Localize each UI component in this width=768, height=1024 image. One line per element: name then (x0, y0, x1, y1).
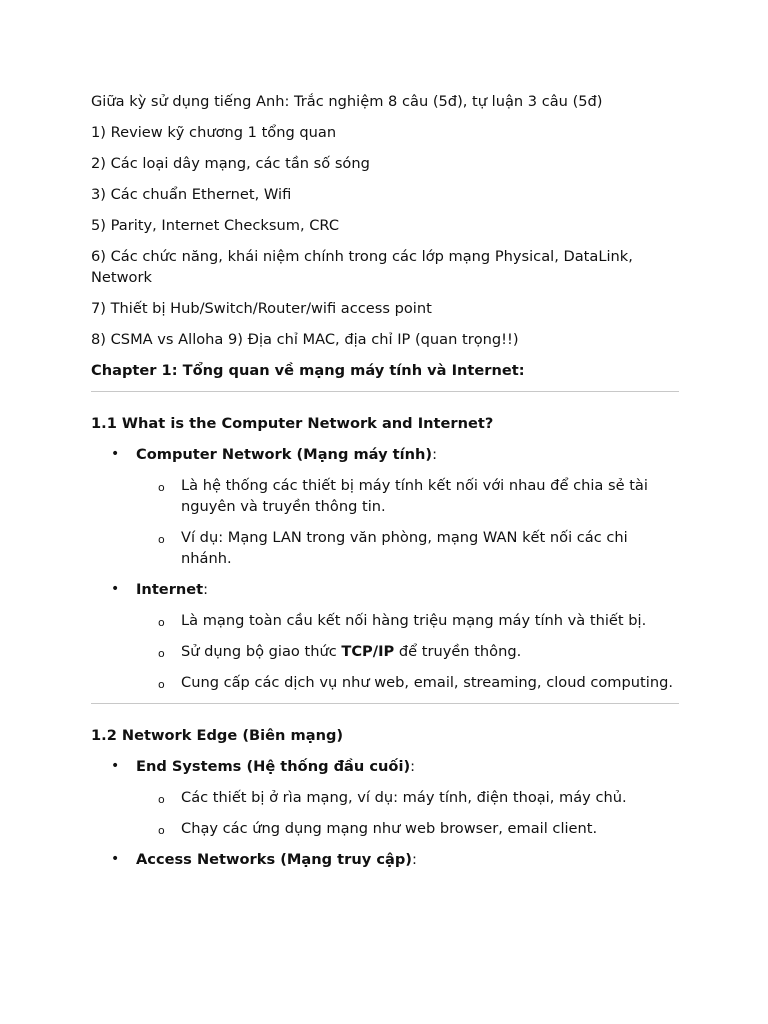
term-label: Internet (136, 581, 204, 598)
divider (91, 391, 679, 392)
term-label: Computer Network (Mạng máy tính) (136, 446, 433, 463)
bullet-icon: • (111, 758, 120, 774)
section-heading-1-1: 1.1 What is the Computer Network and Internet? (91, 415, 494, 432)
term-colon: : (432, 446, 438, 463)
circle-bullet-icon: o (158, 824, 165, 837)
sub-list-item (91, 818, 679, 839)
intro-line: 3) Các chuẩn Ethernet, Wifi (91, 186, 292, 203)
list-item (91, 444, 679, 569)
circle-bullet-icon: o (158, 647, 165, 660)
bullet-icon: • (111, 581, 120, 597)
circle-bullet-icon: o (158, 793, 165, 806)
intro-line: 5) Parity, Internet Checksum, CRC (91, 217, 340, 234)
term-colon: : (411, 851, 417, 868)
list-item (91, 579, 679, 693)
bullet-list (91, 756, 679, 870)
circle-bullet-icon: o (158, 678, 165, 691)
sub-list (136, 610, 679, 693)
divider (91, 703, 679, 704)
sub-item-text: Cung cấp các dịch vụ như web, email, streaming, cloud computing. (181, 674, 673, 691)
sub-list-item (91, 527, 679, 569)
term-label: End Systems (Hệ thống đầu cuối) (136, 758, 411, 775)
bullet-icon: • (111, 446, 120, 462)
sub-item-text: Chạy các ứng dụng mạng như web browser, email client. (181, 820, 598, 837)
circle-bullet-icon: o (158, 616, 165, 629)
intro-line: 8) CSMA vs Alloha 9) Địa chỉ MAC, địa chỉ IP (quan trọng!!) (91, 331, 519, 348)
list-item (91, 756, 679, 839)
sub-list-item (91, 641, 679, 662)
circle-bullet-icon: o (158, 533, 165, 546)
term-colon: : (410, 758, 416, 775)
sub-list-item (91, 610, 679, 631)
document-page (91, 91, 679, 880)
chapter-title-text: Chapter 1: Tổng quan về mạng máy tính và Internet (91, 362, 519, 379)
sub-list (136, 475, 679, 569)
sub-list-item (91, 672, 679, 693)
sub-item-text-post: để truyền thông. (394, 643, 522, 660)
intro-line: 6) Các chức năng, khái niệm chính trong các lớp mạng Physical, DataLink, Network (91, 248, 633, 286)
sub-list-item (91, 475, 679, 517)
circle-bullet-icon: o (158, 481, 165, 494)
term-label: Access Networks (Mạng truy cập) (136, 851, 412, 868)
term-colon: : (203, 581, 209, 598)
intro-line: 1) Review kỹ chương 1 tổng quan (91, 124, 337, 141)
bullet-icon: • (111, 851, 120, 867)
intro-line: 7) Thiết bị Hub/Switch/Router/wifi access point (91, 300, 432, 317)
sub-item-text: Ví dụ: Mạng LAN trong văn phòng, mạng WAN kết nối các chi nhánh. (181, 529, 628, 567)
intro-line: 2) Các loại dây mạng, các tần số sóng (91, 155, 370, 172)
protocol-term: TCP/IP (341, 643, 395, 660)
sub-item-text-pre: Sử dụng bộ giao thức (181, 643, 342, 660)
list-item (91, 849, 679, 870)
chapter-title (91, 360, 679, 381)
sub-list (136, 787, 679, 839)
sub-list-item (91, 787, 679, 808)
sub-item-text: Là hệ thống các thiết bị máy tính kết nối với nhau để chia sẻ tài nguyên và truyền thông tin. (181, 477, 648, 515)
bullet-list (91, 444, 679, 693)
intro-line: Giữa kỳ sử dụng tiếng Anh: Trắc nghiệm 8 câu (5đ), tự luận 3 câu (5đ) (91, 93, 603, 110)
sub-item-text: Là mạng toàn cầu kết nối hàng triệu mạng máy tính và thiết bị. (181, 612, 647, 629)
chapter-title-colon: : (518, 362, 525, 379)
section-heading-1-2: 1.2 Network Edge (Biên mạng) (91, 727, 344, 744)
sub-item-text: Các thiết bị ở rìa mạng, ví dụ: máy tính, điện thoại, máy chủ. (181, 789, 627, 806)
